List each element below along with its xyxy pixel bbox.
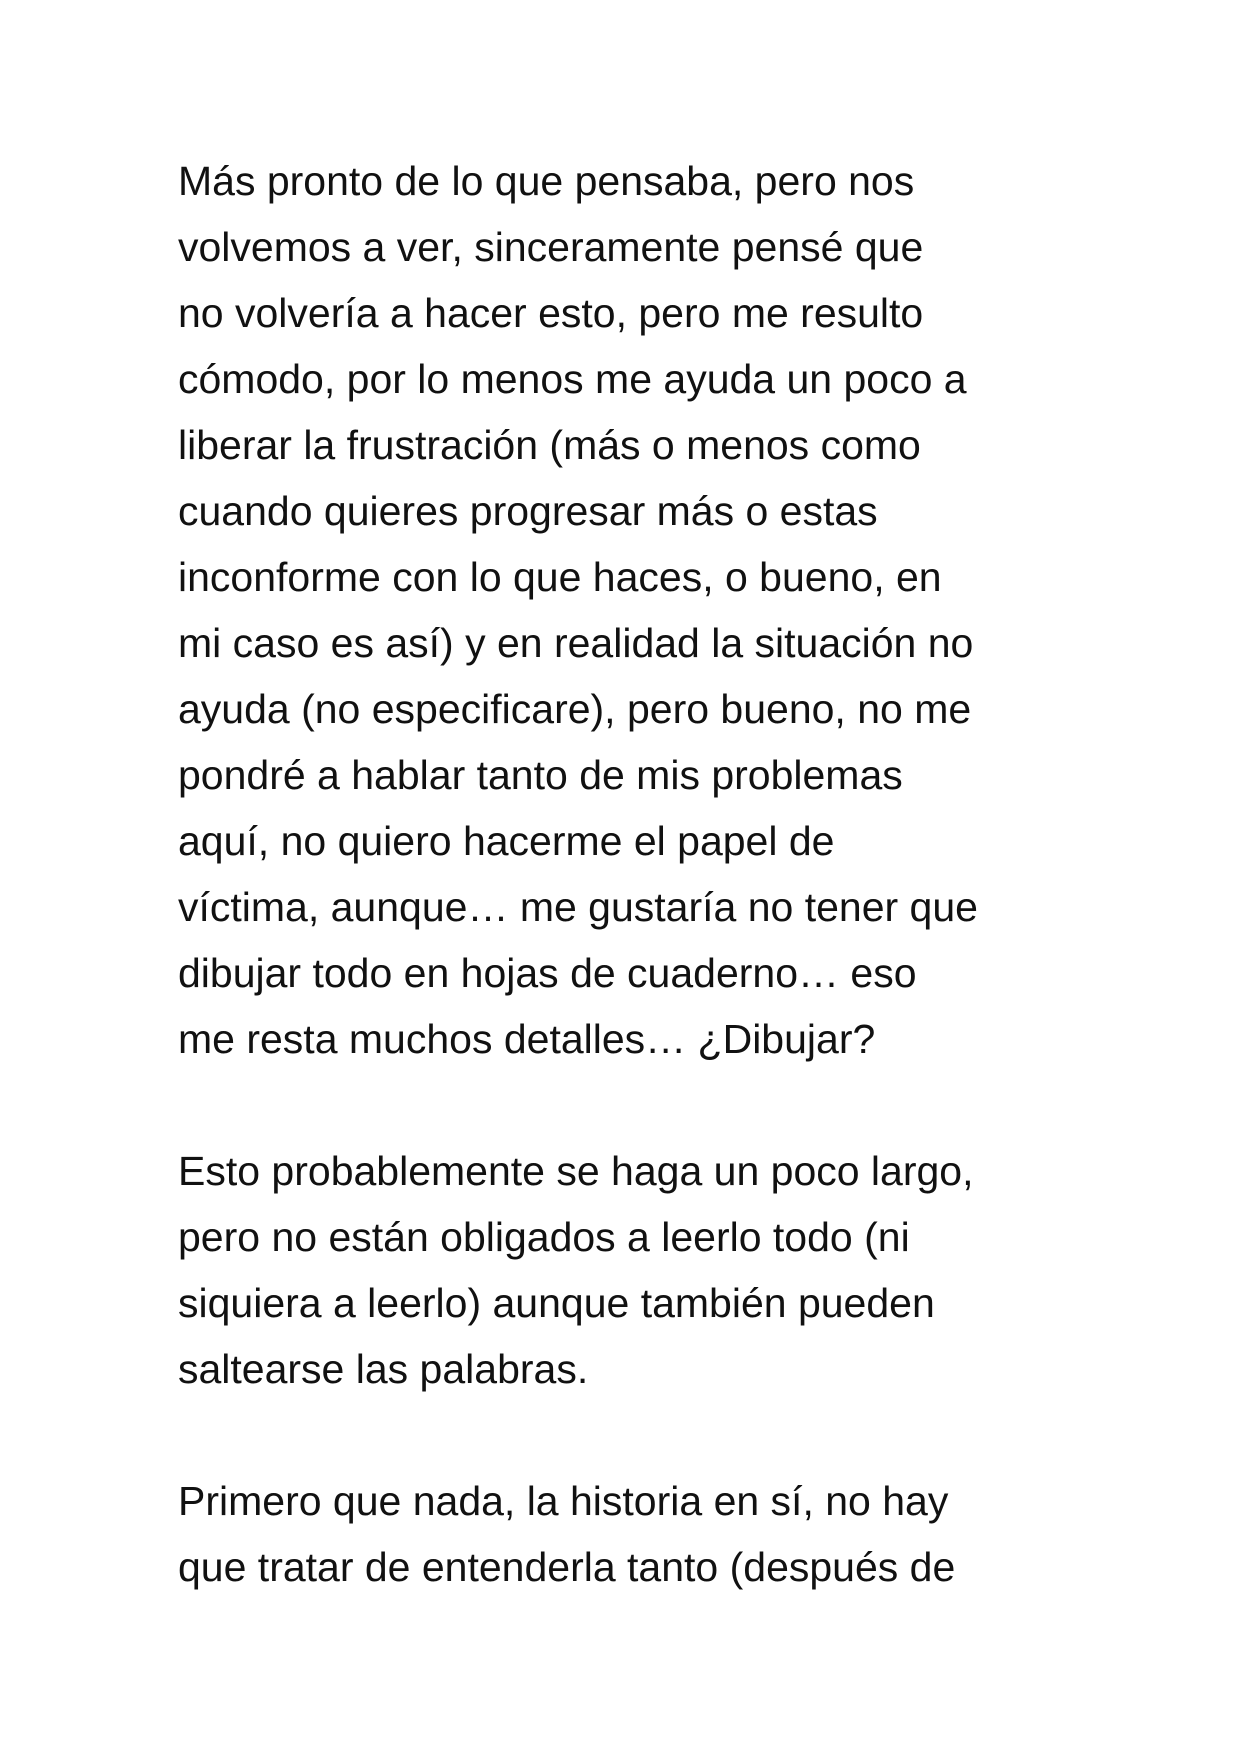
text-line: cuando quieres progresar más o estas [178,488,878,534]
text-line: que tratar de entenderla tanto (después de [178,1544,956,1590]
text-line: cómodo, por lo menos me ayuda un poco a [178,356,967,402]
text-line: volvemos a ver, sinceramente pensé que [178,224,924,270]
text-line: liberar la frustración (más o menos como [178,422,921,468]
text-line: Esto probablemente se haga un poco largo, [178,1148,974,1194]
document-body [178,148,1108,1600]
paragraph-2 [178,1138,1108,1402]
text-line: víctima, aunque… me gustaría no tener que [178,884,978,930]
text-line: inconforme con lo que haces, o bueno, en [178,554,942,600]
text-line: pero no están obligados a leerlo todo (ni [178,1214,910,1260]
text-line: mi caso es así) y en realidad la situación no [178,620,974,666]
text-line: Más pronto de lo que pensaba, pero nos [178,158,915,204]
text-line: aquí, no quiero hacerme el papel de [178,818,835,864]
paragraph-spacer [178,1072,1108,1138]
text-line: ayuda (no especificare), pero bueno, no me [178,686,972,732]
text-line: pondré a hablar tanto de mis problemas [178,752,903,798]
text-line: me resta muchos detalles… ¿Dibujar? [178,1016,876,1062]
text-line: siquiera a leerlo) aunque también pueden [178,1280,935,1326]
paragraph-1 [178,148,1108,1072]
text-line: Primero que nada, la historia en sí, no hay [178,1478,949,1524]
paragraph-spacer [178,1402,1108,1468]
text-line: dibujar todo en hojas de cuaderno… eso [178,950,917,996]
paragraph-3 [178,1468,1108,1600]
text-line: saltearse las palabras. [178,1346,589,1392]
text-line: no volvería a hacer esto, pero me resulto [178,290,924,336]
